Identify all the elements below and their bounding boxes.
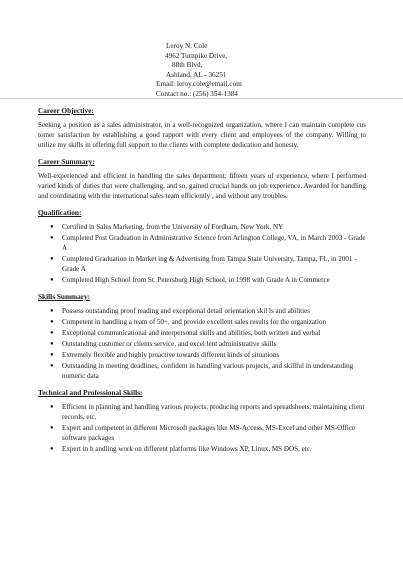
list-item-text: Possess outstanding proof reading and exceptional detail orientation skil ls and abilities — [62, 307, 311, 315]
bullet-icon: ● — [50, 235, 54, 241]
list-item-text: Outstanding customer or clients service, and excel lent administrative skills — [62, 340, 277, 348]
list-item-text: Exceptional communicational and interpersonal skills and abilities, both written and verbal — [62, 329, 321, 337]
technical-skills-heading: Technical and Professional Skills: — [38, 388, 143, 397]
list-item-text: Completed High School from St. Petersburg High School, in 1998 with Grade A in Commerce — [62, 276, 330, 284]
contact-city: Ashland, AL - 36251 — [166, 70, 227, 79]
list-item — [50, 423, 366, 443]
list-item — [50, 350, 366, 360]
bullet-icon: ● — [50, 277, 54, 283]
bullet-icon: ● — [50, 352, 54, 358]
career-objective-section — [38, 106, 366, 150]
bullet-icon: ● — [50, 224, 54, 230]
list-item-text: Expert and competent in different Microsoft packages like MS-Access, MS-Excel and other MS-Office software packages — [62, 424, 356, 442]
bullet-icon: ● — [50, 446, 54, 452]
list-item — [50, 317, 366, 327]
qualification-list — [38, 222, 366, 285]
career-objective-heading: Career Objective: — [38, 106, 94, 115]
career-summary-section — [38, 157, 366, 201]
list-item-text: Extremely flexible and highly proactive towards different kinds of situations — [62, 351, 280, 359]
list-item-text: Competent in handling a team of 50+, and provide excellent sales results for the organization — [62, 318, 327, 326]
list-item-text: Outstanding in meeting deadlines, confident in handling various projects, and skillful in understanding numeric data — [62, 362, 354, 380]
list-item — [50, 328, 366, 338]
bullet-icon: ● — [50, 363, 54, 369]
contact-block — [150, 42, 290, 100]
contact-street: 4962 Turnpike Drive, — [165, 51, 228, 60]
contact-blvd: 88th Blvd, — [172, 61, 203, 70]
bullet-icon: ● — [50, 319, 54, 325]
resume-body — [38, 106, 366, 461]
contact-email: Email: leroy.cole@email.com — [156, 80, 242, 89]
bullet-icon: ● — [50, 404, 54, 410]
list-item — [50, 361, 366, 381]
bullet-icon: ● — [50, 341, 54, 347]
bullet-icon: ● — [50, 256, 54, 262]
list-item-text: Certified in Sales Marketing, from the University of Fordham, New York, NY — [62, 223, 284, 231]
list-item — [50, 306, 366, 316]
list-item — [50, 222, 366, 232]
technical-skills-list — [38, 402, 366, 454]
header-divider — [0, 98, 403, 99]
list-item-text: Completed Graduation in Market ing & Advertising from Tampa State University, Tampa, FL, in 2001 - Grade A — [62, 255, 357, 273]
qualification-heading: Qualification: — [38, 208, 82, 217]
contact-name: Leroy N. Cole — [166, 42, 208, 50]
bullet-icon: ● — [50, 330, 54, 336]
list-item — [50, 254, 366, 274]
list-item — [50, 233, 366, 253]
list-item-text: Expert in h andling work on different platforms like Windows XP, Linux, MS DOS, etc. — [62, 445, 312, 453]
list-item-text: Completed Post Graduation in Administrative Science from Arlington College, VA, in March 2003 - Grade A — [62, 234, 366, 252]
qualification-section — [38, 208, 366, 285]
career-summary-heading: Career Summary: — [38, 157, 95, 166]
skills-summary-list — [38, 306, 366, 381]
list-item — [50, 275, 366, 285]
technical-skills-section — [38, 388, 366, 454]
list-item — [50, 339, 366, 349]
skills-summary-section — [38, 292, 366, 381]
bullet-icon: ● — [50, 425, 54, 431]
list-item — [50, 402, 366, 422]
career-summary-text: Well-experienced and efficient in handling the sales department; fifteen years of experience, where I performed varied kinds of duties that were challenging, and so, gained crucial hands on job experience. Awarded for handling and coordinating with the international sales team efficiently , and without any troubles. — [38, 172, 366, 200]
contact-phone: Contact no.: (256) 354-1384 — [156, 89, 238, 98]
bullet-icon: ● — [50, 308, 54, 314]
list-item — [50, 444, 366, 454]
skills-summary-heading: Skills Summary: — [38, 292, 91, 301]
list-item-text: Efficient in planning and handling various projects, producing reports and spreadsheets, maintaining client records, etc. — [62, 403, 365, 421]
career-objective-text: Seeking a position as a sales administrator, in a well-recognized organization, where I can maintain complete cus tomer satisfaction by establishing a good rapport with every client and employees of the company. Willing to utilize my skills in offering full support to the clients with complete dedication and honesty. — [38, 121, 366, 149]
